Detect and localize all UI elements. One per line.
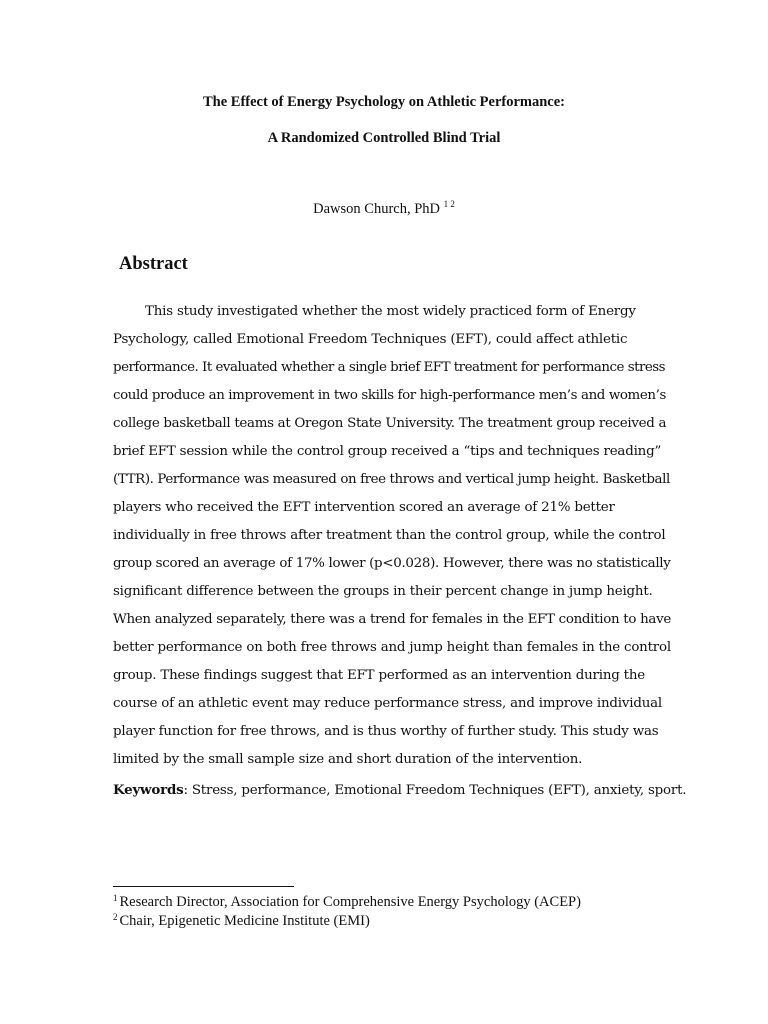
keywords-label: Keywords xyxy=(113,782,184,798)
abstract-line: group scored an average of 17% lower (p<0.028). However, there was no statistically xyxy=(113,556,671,571)
keywords-text: : Stress, performance, Emotional Freedom Techniques (EFT), anxiety, sport. xyxy=(183,783,687,798)
footnote-text: Chair, Epigenetic Medicine Institute (EMI) xyxy=(119,913,370,929)
abstract-line: brief EFT session while the control group received a “tips and techniques reading” xyxy=(113,444,662,459)
footnote-divider xyxy=(113,886,294,887)
abstract-line: performance. It evaluated whether a single brief EFT treatment for performance stress xyxy=(113,360,666,375)
author-line xyxy=(0,200,768,218)
abstract-line: significant difference between the groups in their percent change in jump height. xyxy=(113,584,653,599)
footnote-1 xyxy=(113,893,581,912)
abstract-line: group. These findings suggest that EFT performed as an intervention during the xyxy=(113,668,646,683)
abstract-line: When analyzed separately, there was a trend for females in the EFT condition to have xyxy=(113,612,671,627)
author-name: Dawson Church, PhD xyxy=(313,201,440,217)
footnote-mark: 2 xyxy=(113,912,118,922)
abstract-line: This study investigated whether the most widely practiced form of Energy xyxy=(145,304,636,319)
footnotes xyxy=(113,893,581,931)
abstract-body xyxy=(113,298,673,774)
abstract-line: course of an athletic event may reduce performance stress, and improve individual xyxy=(113,696,662,711)
paper-title-line-1: The Effect of Energy Psychology on Athletic Performance: xyxy=(202,94,565,110)
abstract-line: players who received the EFT intervention scored an average of 21% better xyxy=(113,500,615,515)
abstract-line: individually in free throws after treatment than the control group, while the control xyxy=(113,528,666,543)
keywords-line xyxy=(113,778,686,803)
footnote-text: Research Director, Association for Comprehensive Energy Psychology (ACEP) xyxy=(119,894,581,910)
abstract-line: limited by the small sample size and short duration of the intervention. xyxy=(113,752,583,767)
abstract-line: college basketball teams at Oregon State University. The treatment group received a xyxy=(113,416,667,431)
abstract-line: (TTR). Performance was measured on free throws and vertical jump height. Basketball xyxy=(113,472,670,487)
footnote-2 xyxy=(113,912,581,931)
abstract-line: better performance on both free throws and jump height than females in the control xyxy=(113,640,671,655)
footnote-mark: 1 xyxy=(113,893,118,903)
abstract-line: could produce an improvement in two skills for high-performance men’s and women’s xyxy=(113,388,666,403)
abstract-heading: Abstract xyxy=(119,254,188,274)
author-affiliation-marks: 1 2 xyxy=(443,199,455,209)
abstract-line: Psychology, called Emotional Freedom Techniques (EFT), could affect athletic xyxy=(113,332,628,347)
paper-title-line-2: A Randomized Controlled Blind Trial xyxy=(267,130,501,146)
abstract-line: player function for free throws, and is thus worthy of further study. This study was xyxy=(113,724,659,739)
